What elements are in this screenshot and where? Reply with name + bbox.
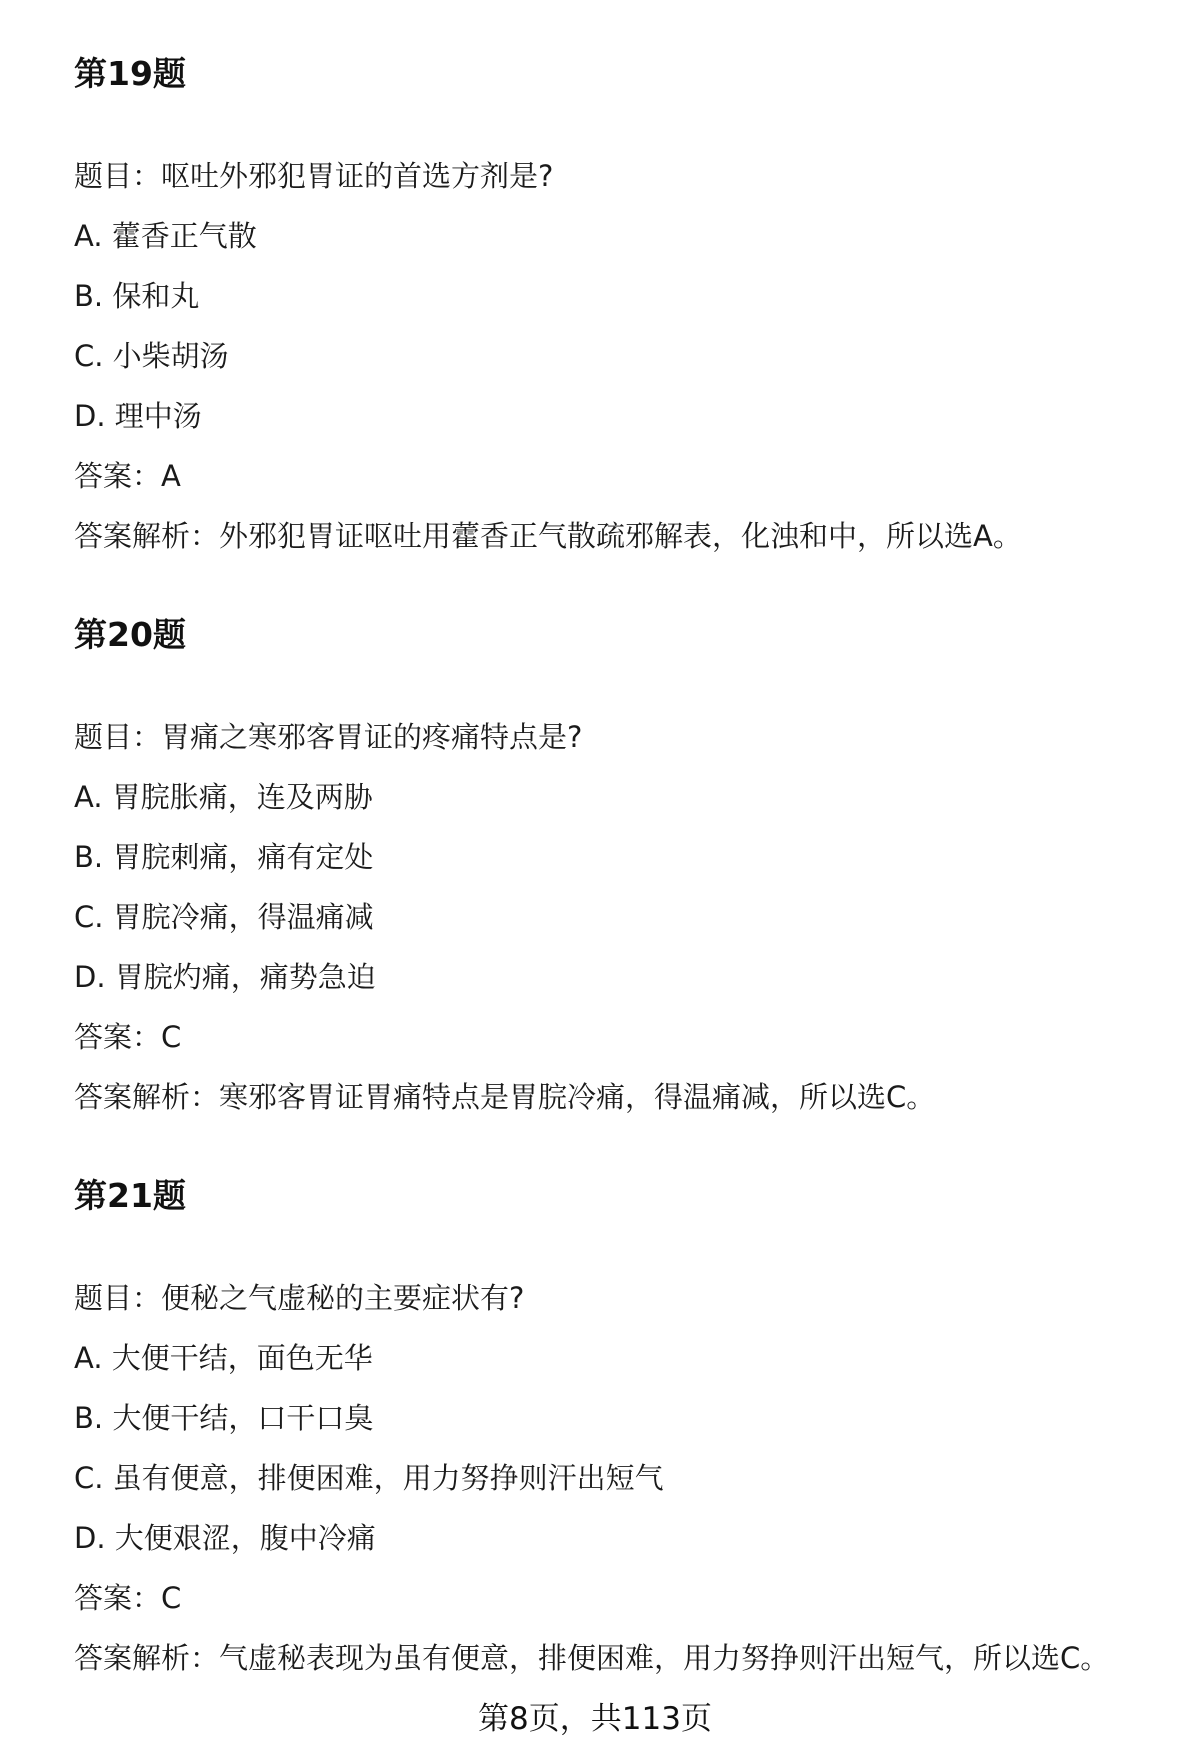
answer: 答案：C bbox=[74, 1581, 182, 1615]
option-d: D. 大便艰涩，腹中冷痛 bbox=[74, 1521, 376, 1555]
answer: 答案：C bbox=[74, 1020, 182, 1054]
option-b: B. 保和丸 bbox=[74, 279, 200, 313]
question-text: 题目：呕吐外邪犯胃证的首选方剂是? bbox=[74, 159, 554, 193]
answer: 答案：A bbox=[74, 459, 181, 493]
option-b: B. 胃脘刺痛，痛有定处 bbox=[74, 840, 374, 874]
option-a: A. 藿香正气散 bbox=[74, 219, 257, 253]
answer-explanation: 答案解析：气虚秘表现为虽有便意，排便困难，用力努挣则汗出短气，所以选C。 bbox=[74, 1641, 1110, 1675]
option-c: C. 虽有便意，排便困难，用力努挣则汗出短气 bbox=[74, 1461, 664, 1495]
question-heading: 第20题 bbox=[74, 615, 186, 654]
option-c: C. 胃脘冷痛，得温痛减 bbox=[74, 900, 374, 934]
question-heading: 第19题 bbox=[74, 54, 186, 93]
question-text: 题目：胃痛之寒邪客胃证的疼痛特点是? bbox=[74, 720, 583, 754]
option-a: A. 大便干结，面色无华 bbox=[74, 1341, 373, 1375]
question-heading: 第21题 bbox=[74, 1176, 186, 1215]
option-d: D. 理中汤 bbox=[74, 399, 202, 433]
question-text: 题目：便秘之气虚秘的主要症状有? bbox=[74, 1281, 525, 1315]
answer-explanation: 答案解析：外邪犯胃证呕吐用藿香正气散疏邪解表，化浊和中，所以选A。 bbox=[74, 519, 1022, 553]
option-b: B. 大便干结，口干口臭 bbox=[74, 1401, 374, 1435]
option-d: D. 胃脘灼痛，痛势急迫 bbox=[74, 960, 376, 994]
option-a: A. 胃脘胀痛，连及两胁 bbox=[74, 780, 373, 814]
answer-explanation: 答案解析：寒邪客胃证胃痛特点是胃脘冷痛，得温痛减，所以选C。 bbox=[74, 1080, 936, 1114]
page-number: 第8页，共113页 bbox=[478, 1701, 712, 1737]
option-c: C. 小柴胡汤 bbox=[74, 339, 229, 373]
